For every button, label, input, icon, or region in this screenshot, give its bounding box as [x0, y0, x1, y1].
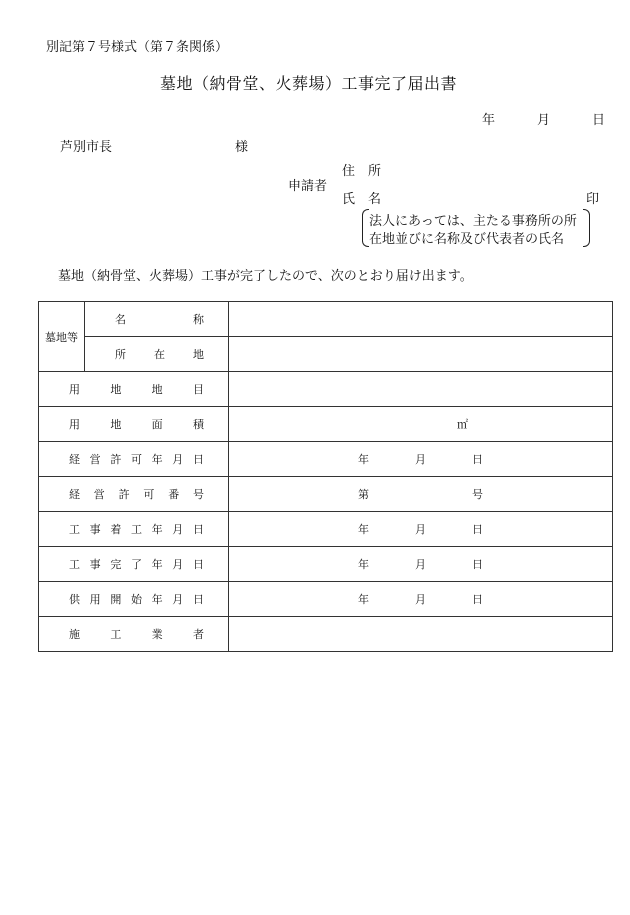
applicant-label: 申請者 — [288, 179, 328, 194]
day-label: 日 — [472, 558, 483, 571]
label-char: 積 — [192, 418, 204, 431]
label-char: 者 — [192, 628, 204, 641]
label-char: 号 — [192, 488, 204, 501]
location-value-field[interactable] — [229, 337, 613, 372]
label-cell — [39, 372, 229, 407]
contractor-field[interactable] — [229, 617, 613, 652]
service-start-date-field[interactable] — [229, 582, 613, 617]
left-bracket — [362, 209, 369, 247]
label-cell — [39, 547, 229, 582]
label-cell — [39, 442, 229, 477]
label-char: 用 — [69, 383, 80, 396]
label-char: 開 — [110, 593, 122, 606]
address-label: 住 所 — [342, 164, 382, 179]
permit-date-field[interactable] — [229, 442, 613, 477]
label-char: 着 — [110, 523, 122, 536]
month-label: 月 — [415, 593, 426, 606]
label-char: 年 — [151, 558, 163, 571]
label-char: 名 — [115, 313, 126, 326]
row-label-land-category — [39, 381, 228, 397]
date-year-label: 年 — [482, 113, 496, 128]
row-label-permit-date — [39, 451, 228, 467]
name-value-field[interactable] — [229, 302, 613, 337]
land-area-field[interactable] — [229, 407, 613, 442]
land-category-field[interactable] — [229, 372, 613, 407]
seal-mark: 印 — [586, 192, 600, 207]
label-char: 事 — [89, 523, 101, 536]
label-char: 工 — [130, 523, 142, 536]
label-char: 年 — [151, 523, 163, 536]
label-char: 施 — [69, 628, 80, 641]
table-row — [39, 547, 613, 582]
construction-start-date-field[interactable] — [229, 512, 613, 547]
table-row — [39, 582, 613, 617]
label-char: 営 — [89, 453, 101, 466]
month-label: 月 — [415, 453, 426, 466]
table-row — [39, 302, 613, 337]
label-char: 月 — [172, 558, 184, 571]
label-cell — [39, 617, 229, 652]
day-label: 日 — [472, 523, 483, 536]
label-char: 日 — [192, 558, 204, 571]
completion-details-table — [38, 301, 613, 652]
label-char: 可 — [143, 488, 155, 501]
number-prefix: 第 — [358, 488, 369, 501]
label-char: 地 — [110, 418, 122, 431]
label-char: 営 — [93, 488, 105, 501]
label-char: 称 — [193, 313, 204, 326]
month-label: 月 — [415, 558, 426, 571]
name-label: 氏 名 — [342, 192, 382, 207]
table-row — [39, 477, 613, 512]
label-char: 完 — [110, 558, 122, 571]
month-label: 月 — [415, 523, 426, 536]
permit-number-field[interactable] — [229, 477, 613, 512]
label-char: 工 — [69, 523, 80, 536]
label-char: 業 — [151, 628, 163, 641]
construction-completion-date-field[interactable] — [229, 547, 613, 582]
label-char: 供 — [69, 593, 80, 606]
label-char: 在 — [154, 348, 165, 361]
label-char: 月 — [172, 453, 184, 466]
label-char: 了 — [130, 558, 142, 571]
label-char: 工 — [110, 628, 122, 641]
label-char: 所 — [115, 348, 126, 361]
label-char: 事 — [89, 558, 101, 571]
row-label-construction-completion-date — [39, 556, 228, 572]
intro-sentence: 墓地（納骨堂、火葬場）工事が完了したので、次のとおり届け出ます。 — [58, 269, 473, 284]
label-char: 日 — [192, 523, 204, 536]
label-cell — [85, 337, 229, 372]
number-suffix: 号 — [472, 488, 483, 501]
label-char: 用 — [89, 593, 101, 606]
label-char: 日 — [192, 593, 204, 606]
year-label: 年 — [358, 593, 369, 606]
label-char: 用 — [69, 418, 80, 431]
label-char: 始 — [130, 593, 142, 606]
table-row — [39, 372, 613, 407]
document-title: 墓地（納骨堂、火葬場）工事完了届出書 — [160, 74, 458, 93]
label-char: 地 — [110, 383, 122, 396]
label-cell — [39, 407, 229, 442]
label-char: 番 — [168, 488, 180, 501]
label-char: 年 — [151, 453, 163, 466]
label-char: 地 — [151, 383, 163, 396]
date-month-label: 月 — [537, 113, 551, 128]
year-label: 年 — [358, 523, 369, 536]
label-char: 日 — [192, 453, 204, 466]
addressee-honorific: 様 — [235, 140, 249, 155]
label-char: 月 — [172, 523, 184, 536]
label-cell — [85, 302, 229, 337]
row-label-construction-start-date — [39, 521, 228, 537]
label-char: 年 — [151, 593, 163, 606]
year-label: 年 — [358, 558, 369, 571]
group-label-cell — [39, 302, 85, 372]
label-cell — [39, 512, 229, 547]
corporate-note-line-1: 法人にあっては、主たる事務所の所 — [369, 214, 577, 229]
label-char: 地 — [193, 348, 204, 361]
row-label-permit-number — [39, 486, 228, 502]
addressee-name: 芦別市長 — [60, 140, 113, 155]
row-label-name — [85, 311, 228, 327]
label-char: 面 — [151, 418, 163, 431]
year-label: 年 — [358, 453, 369, 466]
label-char: 可 — [130, 453, 142, 466]
table-row — [39, 442, 613, 477]
row-label-contractor — [39, 626, 228, 642]
corporate-note-line-2: 在地並びに名称及び代表者の氏名 — [369, 232, 565, 247]
label-char: 工 — [69, 558, 80, 571]
corporate-note — [362, 207, 590, 247]
label-char: 許 — [110, 453, 122, 466]
day-label: 日 — [472, 453, 483, 466]
row-label-land-area — [39, 416, 228, 432]
row-label-service-start-date — [39, 591, 228, 607]
label-char: 許 — [118, 488, 130, 501]
label-cell — [39, 477, 229, 512]
row-label-location — [85, 346, 228, 362]
form-reference: 別記第７号様式（第７条関係） — [46, 40, 229, 55]
label-char: 月 — [172, 593, 184, 606]
day-label: 日 — [472, 593, 483, 606]
right-bracket — [583, 209, 590, 247]
label-char: 経 — [69, 453, 80, 466]
label-cell — [39, 582, 229, 617]
table-row — [39, 512, 613, 547]
square-meter-unit: ㎡ — [457, 418, 468, 431]
table-row — [39, 337, 613, 372]
label-char: 目 — [192, 383, 204, 396]
table-row — [39, 617, 613, 652]
date-day-label: 日 — [592, 113, 606, 128]
table-row — [39, 407, 613, 442]
label-char: 経 — [69, 488, 80, 501]
group-label: 墓地等 — [45, 330, 78, 344]
